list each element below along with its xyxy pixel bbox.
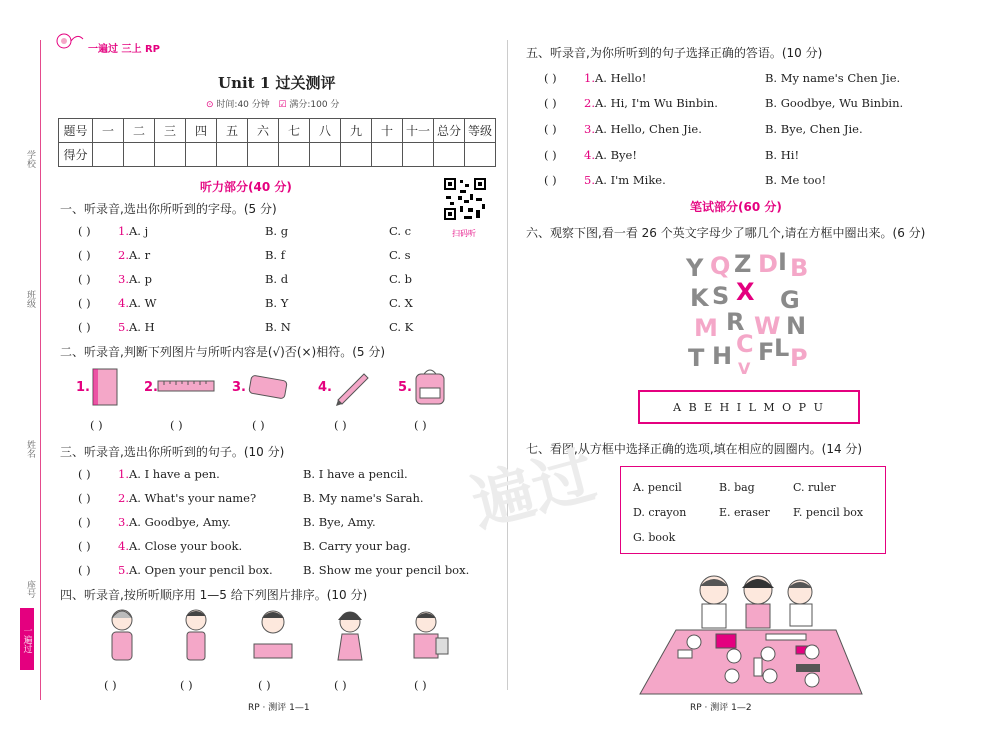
option-item: G. book (633, 531, 676, 544)
table-cell: 总分 (434, 119, 465, 143)
answer-circle (805, 673, 819, 687)
section-2-heading: 二、听录音,判断下列图片与所听内容是(√)否(×)相符。(5 分) (60, 345, 386, 359)
list-item (78, 539, 411, 553)
cloud-letter: F (758, 338, 775, 366)
option-a: A. Hello! (594, 71, 647, 85)
girl-icon (330, 606, 370, 666)
cloud-letter: Y (686, 254, 704, 282)
answer-blank[interactable]: ( ) (334, 678, 347, 692)
option-b: B. f (264, 248, 286, 262)
table-cell: 十一 (403, 119, 434, 143)
boy-at-desk-icon (250, 606, 296, 666)
name-label: 姓名 (25, 440, 35, 458)
list-item (544, 96, 903, 110)
section-6-heading: 六、观察下图,看一看 26 个英文字母少了哪几个,请在方框中圈出来。(6 分) (526, 226, 926, 240)
picture-number: 4. (318, 380, 332, 395)
option-b: B. My name's Chen Jie. (764, 71, 901, 85)
option-b: B. Bye, Chen Jie. (764, 122, 863, 136)
answer-blank[interactable]: ( ) (78, 272, 91, 286)
score-cell[interactable] (186, 143, 217, 167)
answer-blank[interactable]: ( ) (252, 418, 265, 432)
option-a: A. Close your book. (128, 539, 243, 553)
item-number: 1. (584, 71, 595, 85)
answer-blank[interactable]: ( ) (78, 296, 91, 310)
boy-icon (176, 606, 216, 666)
check-icon: ☑ (278, 100, 287, 110)
binding-sidebar (0, 0, 48, 735)
score-cell[interactable] (124, 143, 155, 167)
table-cell: 一 (93, 119, 124, 143)
picture-number: 2. (144, 380, 158, 395)
bag-object (716, 634, 736, 648)
answer-blank[interactable]: ( ) (104, 678, 117, 692)
item-number: 2. (118, 248, 129, 262)
cloud-letter: I (778, 250, 787, 276)
option-b: B. Y (264, 296, 289, 310)
cloud-letter: D (758, 250, 778, 278)
option-a: A. p (128, 272, 152, 286)
option-b: B. Goodbye, Wu Binbin. (764, 96, 904, 110)
section-7-heading: 七、看图,从方框中选择正确的选项,填在相应的圆圈内。(14 分) (526, 442, 863, 456)
item-number: 5. (118, 563, 129, 577)
list-item (78, 320, 413, 334)
boy-with-bag-icon (406, 606, 452, 666)
answer-blank[interactable]: ( ) (90, 418, 103, 432)
option-item: F. pencil box (793, 506, 864, 519)
table-cell: 等级 (465, 119, 496, 143)
answer-blank[interactable]: ( ) (334, 418, 347, 432)
option-b: B. Hi! (764, 148, 800, 162)
item-number: 2. (118, 491, 129, 505)
list-item (78, 248, 411, 262)
item-number: 5. (118, 320, 129, 334)
time-label: 时间:40 分钟 (216, 100, 270, 110)
cloud-letter: M (694, 314, 718, 342)
footer-left: RP · 测评 1—1 (248, 703, 310, 713)
pencil-icon (332, 366, 372, 406)
cloud-letter: H (712, 342, 733, 370)
table-cell: 三 (155, 119, 186, 143)
schoolbag-icon (412, 366, 448, 408)
table-cell: 八 (310, 119, 341, 143)
listening-heading: 听力部分(40 分) (200, 180, 292, 194)
school-label: 学校 (25, 150, 35, 168)
answer-blank[interactable]: ( ) (544, 173, 557, 187)
score-cell[interactable] (310, 143, 341, 167)
answer-blank[interactable]: ( ) (544, 71, 557, 85)
option-item: C. ruler (793, 481, 836, 494)
sidebar-line (40, 40, 41, 700)
section-5-heading: 五、听录音,为你所听到的句子选择正确的答语。(10 分) (526, 46, 823, 60)
option-a: A. Hello, Chen Jie. (594, 122, 702, 136)
qr-code-icon[interactable] (442, 176, 488, 222)
picture-number: 3. (232, 380, 246, 395)
qr-caption: 扫码听 (452, 229, 476, 238)
cloud-letter: T (688, 344, 705, 372)
list-item (544, 122, 863, 136)
answer-circle (761, 647, 775, 661)
letter-cloud (680, 250, 820, 376)
list-item (78, 467, 408, 481)
option-b: B. Show me your pencil box. (302, 563, 470, 577)
list-item (78, 563, 469, 577)
option-b: B. My name's Sarah. (302, 491, 424, 505)
teacher-woman-icon (102, 606, 142, 666)
answer-blank[interactable]: ( ) (78, 224, 91, 238)
answer-letter-box[interactable]: A B E H I L M O P U (638, 390, 860, 424)
table-cell: 得分 (59, 143, 93, 167)
table-cell: 题号 (59, 119, 93, 143)
cloud-letter: R (726, 308, 745, 336)
answer-blank[interactable]: ( ) (544, 122, 557, 136)
option-c: C. b (388, 272, 413, 286)
cloud-letter: C (736, 330, 754, 358)
full-score-label: 满分:100 分 (289, 100, 340, 110)
option-b: B. I have a pencil. (302, 467, 408, 481)
answer-blank[interactable]: ( ) (258, 678, 271, 692)
list-item (544, 71, 900, 85)
cloud-letter: Z (734, 250, 752, 278)
cloud-letter: W (754, 312, 781, 340)
item-number: 1. (118, 224, 129, 238)
cloud-letter: B (790, 254, 809, 282)
item-number: 3. (118, 272, 129, 286)
score-table-score-row (59, 143, 496, 167)
answer-circle (805, 645, 819, 659)
answer-blank[interactable]: ( ) (78, 248, 91, 262)
answer-blank[interactable]: ( ) (78, 467, 91, 481)
score-cell[interactable] (93, 143, 124, 167)
score-cell[interactable] (341, 143, 372, 167)
score-cell[interactable] (434, 143, 465, 167)
list-item (78, 296, 413, 310)
eraser-icon (246, 372, 292, 402)
children-playground-illustration (636, 570, 866, 696)
cloud-letter: P (790, 344, 808, 372)
cloud-letter: S (712, 282, 730, 310)
brand-tag: 一遍过 (20, 608, 34, 670)
answer-circle (687, 635, 701, 649)
answer-blank[interactable]: ( ) (414, 418, 427, 432)
option-c: C. K (388, 320, 414, 334)
option-b: B. Bye, Amy. (302, 515, 376, 529)
score-table (58, 118, 496, 167)
ruler-icon (156, 378, 216, 394)
seat-label: 座号 (25, 580, 35, 598)
option-a: A. What's your name? (128, 491, 257, 505)
picture-number: 5. (398, 380, 412, 395)
cloud-letter: X (736, 278, 755, 306)
list-item (544, 173, 826, 187)
flower-decoration-icon (54, 30, 84, 52)
option-item: D. crayon (633, 506, 687, 519)
exam-info (206, 97, 339, 110)
section-3-heading: 三、听录音,选出你所听到的句子。(10 分) (60, 445, 285, 459)
option-a: A. Open your pencil box. (128, 563, 273, 577)
option-a: A. j (128, 224, 149, 238)
option-b: B. Carry your bag. (302, 539, 411, 553)
score-cell[interactable] (403, 143, 434, 167)
option-c: C. c (388, 224, 412, 238)
answer-blank[interactable]: ( ) (78, 491, 91, 505)
table-cell: 六 (248, 119, 279, 143)
answer-blank[interactable]: ( ) (170, 418, 183, 432)
table-cell: 十 (372, 119, 403, 143)
item-number: 4. (118, 296, 129, 310)
option-a: A. Goodbye, Amy. (128, 515, 231, 529)
score-cell[interactable] (372, 143, 403, 167)
writing-heading: 笔试部分(60 分) (690, 200, 782, 214)
cloud-letter: G (780, 286, 800, 314)
footer-right: RP · 测评 1—2 (690, 703, 752, 713)
option-c: C. s (388, 248, 411, 262)
option-item: B. bag (719, 481, 755, 494)
cloud-letter: K (690, 284, 709, 312)
score-cell[interactable] (217, 143, 248, 167)
answer-blank[interactable]: ( ) (544, 96, 557, 110)
clock-icon: ⊙ (206, 100, 214, 110)
cloud-letter: Q (710, 252, 731, 280)
option-a: A. Bye! (594, 148, 637, 162)
option-b: B. Me too! (764, 173, 827, 187)
item-number: 4. (584, 148, 595, 162)
option-a: A. r (128, 248, 151, 262)
answer-circle (763, 669, 777, 683)
list-item (78, 491, 424, 505)
cloud-letter: V (738, 359, 751, 376)
score-cell[interactable] (279, 143, 310, 167)
table-cell: 九 (341, 119, 372, 143)
score-cell[interactable] (155, 143, 186, 167)
item-number: 4. (118, 539, 129, 553)
list-item (78, 272, 412, 286)
option-b: B. g (264, 224, 289, 238)
score-cell[interactable] (248, 143, 279, 167)
section-4-heading: 四、听录音,按所听顺序用 1—5 给下列图片排序。(10 分) (60, 588, 368, 602)
answer-circle (725, 669, 739, 683)
option-item: A. pencil (633, 481, 682, 494)
watermark: 遍过 (463, 438, 603, 541)
option-a: A. I have a pen. (128, 467, 220, 481)
table-cell: 七 (279, 119, 310, 143)
answer-blank[interactable]: ( ) (544, 148, 557, 162)
page-divider (507, 40, 508, 690)
answer-blank[interactable]: ( ) (78, 563, 91, 577)
table-cell: 二 (124, 119, 155, 143)
table-cell: 四 (186, 119, 217, 143)
option-item: E. eraser (719, 506, 770, 519)
answer-blank[interactable]: ( ) (180, 678, 193, 692)
table-cell: 五 (217, 119, 248, 143)
option-a: A. Hi, I'm Wu Binbin. (594, 96, 718, 110)
item-number: 2. (584, 96, 595, 110)
page-title: Unit 1 过关测评 (218, 74, 336, 92)
item-number: 3. (118, 515, 129, 529)
picture-number: 1. (76, 380, 90, 395)
score-cell[interactable] (465, 143, 496, 167)
item-number: 1. (118, 467, 129, 481)
list-item (78, 515, 376, 529)
class-label: 班级 (25, 290, 35, 308)
answer-blank[interactable]: ( ) (414, 678, 427, 692)
option-c: C. X (388, 296, 413, 310)
section-1-heading: 一、听录音,选出你所听到的字母。(5 分) (60, 202, 277, 216)
option-a: A. I'm Mike. (594, 173, 666, 187)
list-item (78, 224, 411, 238)
options-box (620, 466, 886, 554)
option-b: B. d (264, 272, 289, 286)
list-item (544, 148, 799, 162)
option-b: B. N (264, 320, 291, 334)
answer-blank[interactable]: ( ) (78, 515, 91, 529)
option-a: A. W (128, 296, 157, 310)
book-icon (90, 366, 120, 408)
item-number: 5. (584, 173, 595, 187)
cloud-letter: L (774, 334, 790, 362)
option-a: A. H (128, 320, 155, 334)
score-table-header-row (59, 119, 496, 143)
answer-blank[interactable]: ( ) (78, 539, 91, 553)
answer-circle (727, 649, 741, 663)
header-tag: 一遍过 三上 RP (88, 44, 160, 55)
cloud-letter: N (786, 312, 807, 340)
answer-blank[interactable]: ( ) (78, 320, 91, 334)
item-number: 3. (584, 122, 595, 136)
